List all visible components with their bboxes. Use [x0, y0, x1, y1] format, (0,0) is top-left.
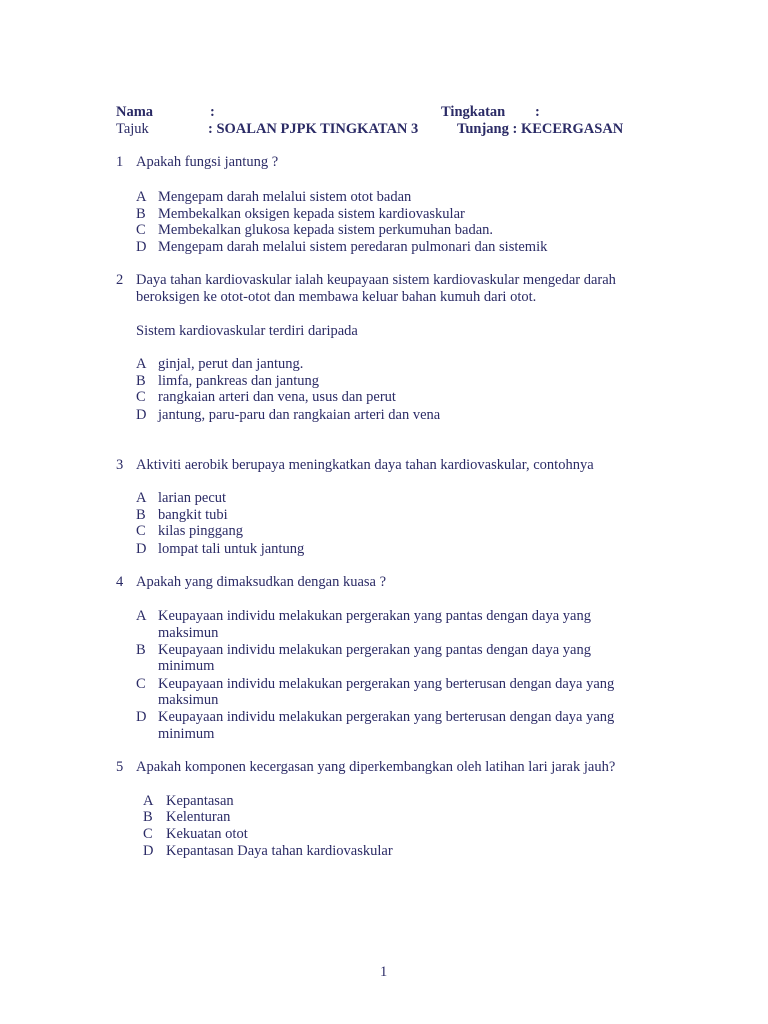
option-text-line2: minimum [158, 658, 215, 674]
option-text: Kelenturan [166, 809, 231, 825]
question-number: 2 [116, 272, 124, 288]
option-letter: B [143, 809, 153, 825]
option-letter: C [136, 676, 146, 692]
option-letter: A [136, 356, 147, 372]
question-text: Apakah yang dimaksudkan dengan kuasa ? [136, 574, 387, 590]
option-letter: B [136, 206, 146, 222]
question-text: Apakah komponen kecergasan yang diperkembangkan oleh latihan lari jarak jauh? [136, 759, 616, 775]
option-text: Kepantasan [166, 793, 234, 809]
option-text: Membekalkan glukosa kepada sistem perkumuhan badan. [158, 222, 494, 238]
option-text-line2: minimum [158, 726, 215, 742]
question-stem: Sistem kardiovaskular terdiri daripada [136, 323, 358, 339]
option-letter: D [143, 843, 154, 859]
tajuk-label: Tajuk [116, 121, 149, 137]
option-text-line2: maksimun [158, 625, 219, 641]
tunjang-label: Tunjang : KECERGASAN [457, 121, 624, 137]
option-text: limfa, pankreas dan jantung [158, 373, 320, 389]
option-text: larian pecut [158, 490, 227, 506]
question-text-line1: Daya tahan kardiovaskular ialah keupayaan sistem kardiovaskular mengedar darah [136, 272, 616, 288]
option-text: kilas pinggang [158, 523, 243, 539]
tajuk-value: : SOALAN PJPK TINGKATAN 3 [208, 121, 419, 137]
nama-label: Nama [116, 104, 154, 120]
option-text: lompat tali untuk jantung [158, 541, 305, 557]
option-text-line1: Keupayaan individu melakukan pergerakan yang berterusan dengan daya yang [158, 709, 615, 725]
option-letter: D [136, 407, 147, 423]
option-text: Mengepam darah melalui sistem peredaran pulmonari dan sistemik [158, 239, 548, 255]
option-text: jantung, paru-paru dan rangkaian arteri dan vena [158, 407, 441, 423]
option-text-line1: Keupayaan individu melakukan pergerakan yang berterusan dengan daya yang [158, 676, 615, 692]
page-number: 1 [380, 964, 388, 980]
option-letter: C [143, 826, 153, 842]
question-text: Apakah fungsi jantung ? [136, 154, 279, 170]
option-letter: C [136, 222, 146, 238]
option-letter: A [136, 189, 147, 205]
question-number: 3 [116, 457, 124, 473]
option-letter: A [136, 608, 147, 624]
option-text: Membekalkan oksigen kepada sistem kardiovaskular [158, 206, 465, 222]
option-text: rangkaian arteri dan vena, usus dan perut [158, 389, 396, 405]
option-text: ginjal, perut dan jantung. [158, 356, 304, 372]
option-letter: A [136, 490, 147, 506]
option-text: Mengepam darah melalui sistem otot badan [158, 189, 412, 205]
nama-colon: : [210, 104, 215, 120]
option-letter: B [136, 507, 146, 523]
option-text: bangkit tubi [158, 507, 228, 523]
question-text: Aktiviti aerobik berupaya meningkatkan daya tahan kardiovaskular, contohnya [136, 457, 594, 473]
option-text-line1: Keupayaan individu melakukan pergerakan yang pantas dengan daya yang [158, 608, 591, 624]
question-number: 5 [116, 759, 124, 775]
tingkatan-colon: : [535, 104, 540, 120]
option-letter: B [136, 373, 146, 389]
option-text-line2: maksimun [158, 692, 219, 708]
question-number: 4 [116, 574, 124, 590]
option-letter: D [136, 541, 147, 557]
option-letter: A [143, 793, 154, 809]
option-text: Kekuatan otot [166, 826, 248, 842]
tingkatan-label: Tingkatan [441, 104, 506, 120]
question-text-line2: beroksigen ke otot-otot dan membawa keluar bahan kumuh dari otot. [136, 289, 537, 305]
option-letter: C [136, 389, 146, 405]
option-letter: C [136, 523, 146, 539]
option-letter: D [136, 709, 147, 725]
option-text-line1: Keupayaan individu melakukan pergerakan yang pantas dengan daya yang [158, 642, 591, 658]
question-number: 1 [116, 154, 124, 170]
option-letter: D [136, 239, 147, 255]
option-letter: B [136, 642, 146, 658]
option-text: Kepantasan Daya tahan kardiovaskular [166, 843, 393, 859]
